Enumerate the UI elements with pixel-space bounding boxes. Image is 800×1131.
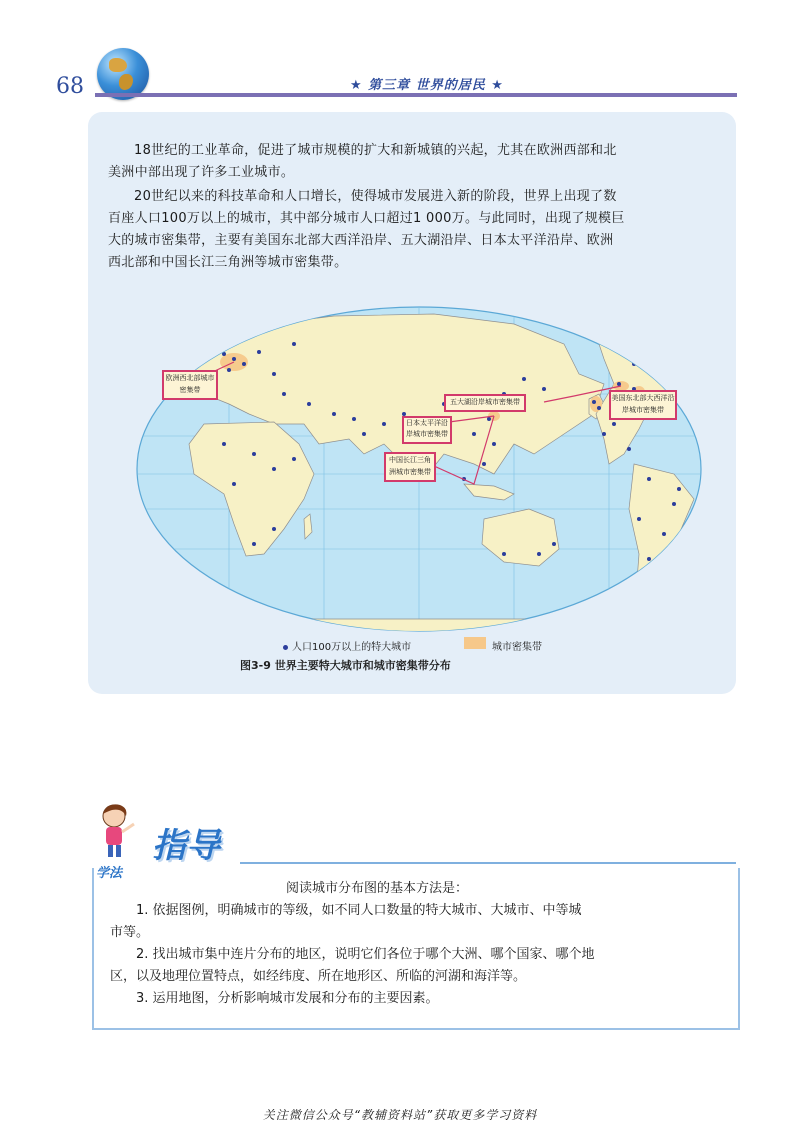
callout-china: 中国长江三角洲城市密集带 bbox=[384, 452, 436, 482]
intro-paragraph-2 bbox=[108, 186, 724, 274]
chapter-title: ★ 第三章 世界的居民 ★ bbox=[350, 78, 504, 93]
guide-lead: 阅读城市分布图的基本方法是： bbox=[286, 881, 469, 896]
guide-content bbox=[110, 878, 726, 1010]
guide-item-1-line-2: 市等。 bbox=[110, 925, 150, 940]
girl-mascot-icon bbox=[92, 800, 142, 862]
guide-title: 指导 bbox=[152, 826, 220, 866]
intro-paragraph-1 bbox=[108, 140, 724, 184]
guide-item-3: 3. 运用地图，分析影响城市发展和分布的主要因素。 bbox=[136, 991, 439, 1006]
belt-swatch-icon bbox=[464, 637, 486, 649]
legend-belt-label: 城市密集带 bbox=[492, 642, 542, 653]
text-line: 美洲中部出现了许多工业城市。 bbox=[108, 165, 295, 180]
text-line: 18世纪的工业革命，促进了城市规模的扩大和新城镇的兴起，尤其在欧洲西部和北 bbox=[134, 143, 617, 158]
callout-europe: 欧洲西北部城市密集带 bbox=[162, 370, 218, 400]
city-dot-icon bbox=[283, 645, 288, 650]
guide-rule bbox=[240, 862, 736, 864]
text-line: 大的城市密集带，主要有美国东北部大西洋沿岸、五大湖沿岸、日本太平洋沿岸、欧洲 bbox=[108, 233, 614, 248]
text-line: 20世纪以来的科技革命和人口增长，使得城市发展进入新的阶段，世界上出现了数 bbox=[134, 189, 617, 204]
callout-us-northeast: 美国东北部大西洋沿岸城市密集带 bbox=[609, 390, 677, 420]
page-number: 68 bbox=[56, 74, 84, 99]
text-line: 百座人口100万以上的城市，其中部分城市人口超过1 000万。与此同时，出现了规模巨 bbox=[108, 211, 625, 226]
figure-caption: 图3-9 世界主要特大城市和城市密集带分布 bbox=[240, 659, 451, 672]
world-city-map bbox=[134, 304, 704, 634]
callout-japan: 日本太平洋沿岸城市密集带 bbox=[402, 416, 452, 444]
legend-city-label: 人口100万以上的特大城市 bbox=[292, 642, 412, 653]
continent-antarctica bbox=[134, 619, 704, 634]
guide-item-1-line-1: 1. 依据图例，明确城市的等级，如不同人口数量的特大城市、大城市、中等城 bbox=[136, 903, 582, 918]
header-rule bbox=[95, 93, 737, 97]
guide-tag: 学法 bbox=[96, 866, 123, 881]
footer-note: 关注微信公众号“教辅资料站”获取更多学习资料 bbox=[262, 1108, 538, 1122]
legend-city bbox=[283, 638, 411, 653]
guide-item-2-line-1: 2. 找出城市集中连片分布的地区，说明它们各位于哪个大洲、哪个国家、哪个地 bbox=[136, 947, 595, 962]
text-line: 西北部和中国长江三角洲等城市密集带。 bbox=[108, 255, 348, 270]
guide-item-2-line-2: 区，以及地理位置特点，如经纬度、所在地形区、所临的河湖和海洋等。 bbox=[110, 969, 527, 984]
callout-great-lakes: 五大湖沿岸城市密集带 bbox=[444, 394, 526, 412]
